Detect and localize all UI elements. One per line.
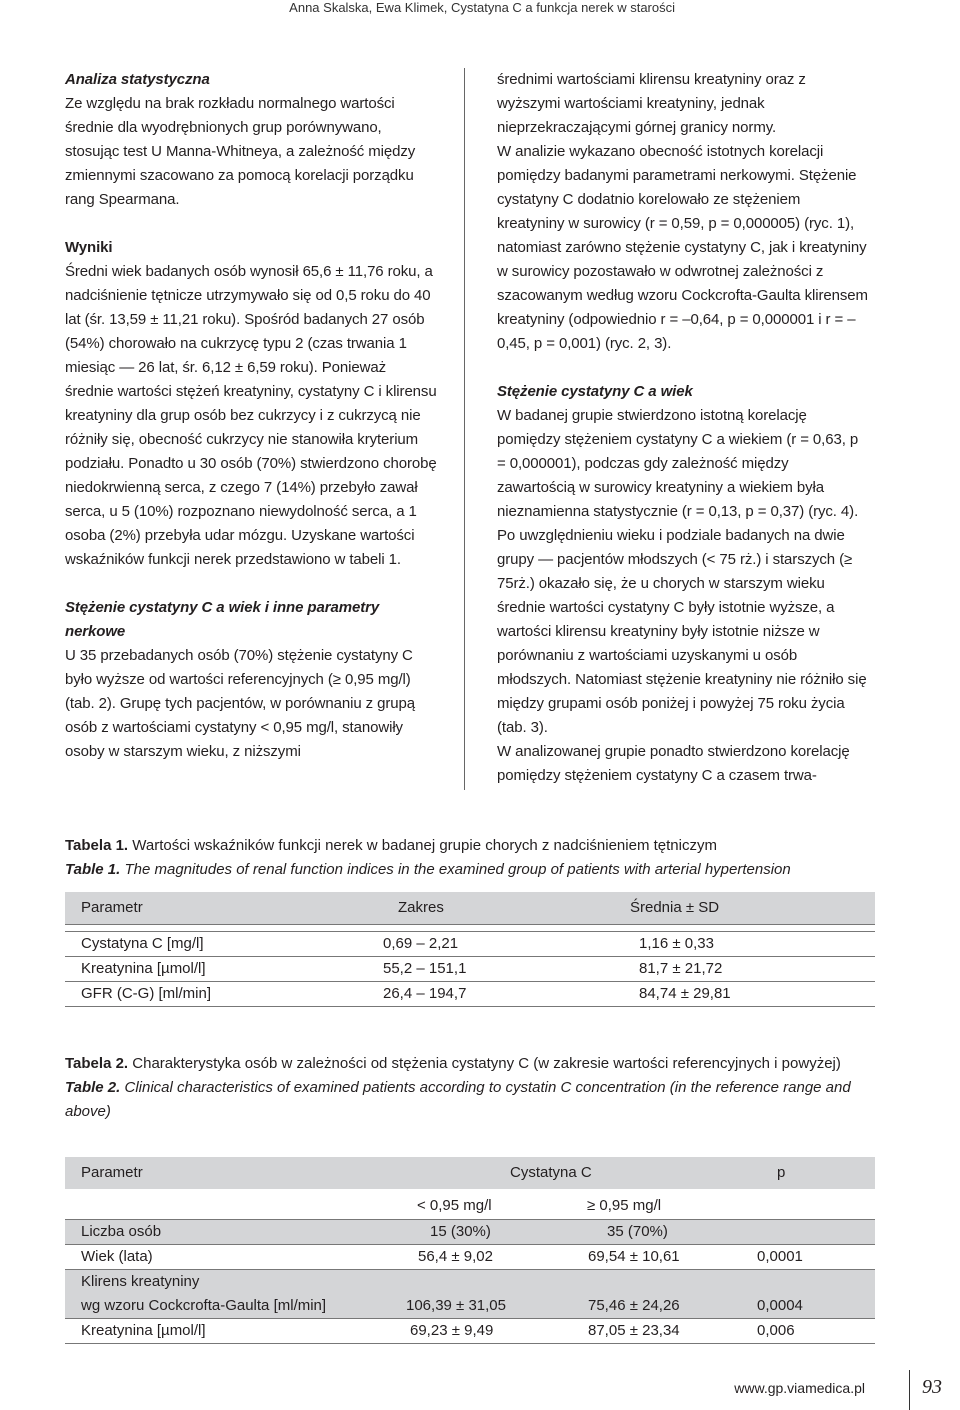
table2-subheader-cell: < 0,95 mg/l	[417, 1197, 492, 1214]
table-cell: 0,006	[757, 1322, 795, 1339]
table2-header-cell: Cystatyna C	[510, 1164, 592, 1181]
table2-label-pl: Tabela 2.	[65, 1055, 129, 1072]
table-row	[65, 1245, 875, 1270]
paragraph-duration: W analizowanej grupie ponadto stwierdzono korelację pomiędzy stężeniem cystatyny C a czasem trwa-	[497, 743, 850, 784]
paragraph-correlations: W analizie wykazano obecność istotnych korelacji pomiędzy badanymi parametrami nerkowymi. Stężenie cystatyny C dodatnio korelowało ze stężeniem kreatyniny w surowicy (r = 0,59, p = 0,000005) (ryc. 1), natomiast zarówno stężenie cystatyny C, jak i kreatyniny w surowicy pozostawało w odwrotnej zależności z szacowanym według wzoru Cockcrofta-Gaulta klirensem kreatyniny (odpowiednio r = –0,64, p = 0,000001 i r = –0,45, p = 0,001) (ryc. 2, 3).	[497, 143, 868, 352]
table-cell: 69,54 ± 10,61	[588, 1248, 680, 1265]
section-heading-cystatin-age-renal: Stężenie cystatyny C a wiek i inne parametry nerkowe	[65, 599, 380, 640]
table2-caption	[65, 1052, 875, 1124]
table1-header-cell: Średnia ± SD	[630, 899, 720, 916]
table1-caption-en: The magnitudes of renal function indices in the examined group of patients with arterial hypertension	[124, 861, 791, 878]
table2-subheader-cell: ≥ 0,95 mg/l	[587, 1197, 662, 1214]
paragraph-statistics: Ze względu na brak rozkładu normalnego wartości średnie dla wyodrębnionych grup porównywano, stosując test U Manna-Whitneya, a zależność między zmiennymi szacowano za pomocą korelacji porządku rang Spearmana.	[65, 95, 416, 208]
journal-url[interactable]: www.gp.viamedica.pl	[734, 1380, 865, 1396]
table2-header-cell: p	[777, 1164, 786, 1181]
table2-header	[65, 1157, 875, 1189]
table-cell: Kreatynina [µmol/l]	[81, 960, 206, 977]
table-row	[65, 1294, 875, 1319]
table-cell: 1,16 ± 0,33	[639, 935, 714, 952]
right-column	[497, 68, 870, 788]
table-cell: Cystatyna C [mg/l]	[81, 935, 204, 952]
table-cell: 69,23 ± 9,49	[410, 1322, 494, 1339]
table-row	[65, 1220, 875, 1245]
table-cell: 106,39 ± 31,05	[406, 1297, 506, 1314]
section-heading-results: Wyniki	[65, 239, 113, 256]
page-number: 93	[922, 1376, 942, 1398]
table-row	[65, 1270, 875, 1294]
table1-header-cell: Zakres	[398, 899, 444, 916]
table1-caption-pl: Wartości wskaźników funkcji nerek w badanej grupie chorych z nadciśnieniem tętniczym	[132, 837, 717, 854]
table-cell: Liczba osób	[81, 1223, 162, 1240]
paragraph-cystatin-age: W badanej grupie stwierdzono istotną korelację pomiędzy stężeniem cystatyny C a wiekiem (r = 0,63, p = 0,000001), podczas gdy zależność między zawartością w surowicy kreatyniny a wiekiem była nieznamienna statystycznie (r = 0,13, p = 0,37) (ryc. 4).	[497, 407, 859, 520]
table-cell: wg wzoru Cockcrofta-Gaulta [ml/min]	[81, 1297, 327, 1314]
paragraph-continued: średnimi wartościami klirensu kreatyniny oraz z wyższymi wartościami kreatyniny, jednak nieprzekraczającymi górnej granicy normy.	[497, 71, 806, 136]
table1-header-cell: Parametr	[81, 899, 143, 916]
table-cell: 26,4 – 194,7	[383, 985, 467, 1002]
column-divider	[464, 68, 465, 790]
table-cell: 87,05 ± 23,34	[588, 1322, 680, 1339]
page-footer	[0, 1370, 960, 1410]
left-column	[65, 68, 438, 764]
table-cell: 0,69 – 2,21	[383, 935, 459, 952]
table-cell: 0,0001	[757, 1248, 803, 1265]
paragraph-results: Średni wiek badanych osób wynosił 65,6 ± 11,76 roku, a nadciśnienie tętnicze utrzymywało się od 0,5 roku do 40 lat (śr. 13,59 ± 11,21 roku). Spośród badanych 27 osób (54%) chorowało na cukrzycę typu 2 (czas trwania 1 miesiąc — 26 lat, śr. 6,12 ± 6,59 roku). Ponieważ średnie wartości stężeń kreatyniny, cystatyny C i klirensu kreatyniny dla grup osób bez cukrzycy i z cukrzycą nie różniły się, obecność cukrzycy nie stanowiła kryterium podziału. Ponadto u 30 osób (70%) stwierdzono chorobę niedokrwienną serca, z czego 7 (14%) przebyło zawał serca, u 5 (10%) rozpoznano niewydolność serca, a 1 osoba (2%) przebyła udar mózgu. Uzyskane wartości wskaźników funkcji nerek przedstawiono w tabeli 1.	[65, 263, 437, 568]
section-heading-cystatin-age: Stężenie cystatyny C a wiek	[497, 383, 693, 400]
table-cell: 75,46 ± 24,26	[588, 1297, 680, 1314]
table-cell: 35 (70%)	[607, 1223, 668, 1240]
table-cell: 84,74 ± 29,81	[639, 985, 731, 1002]
table-row	[65, 957, 875, 982]
table-cell: Kreatynina [µmol/l]	[81, 1322, 206, 1339]
paragraph-cystatin-age-renal: U 35 przebadanych osób (70%) stężenie cystatyny C było wyższe od wartości referencyjnych (≥ 0,95 mg/l) (tab. 2). Grupę tych pacjentów, w porównaniu z grupą osób z wartościami cystatyny < 0,95 mg/l, stanowiły osoby w starszym wieku, z niższymi	[65, 647, 415, 760]
section-heading-statistics: Analiza statystyczna	[65, 71, 210, 88]
table-cell: Klirens kreatyniny	[81, 1273, 200, 1290]
table2-caption-en: Clinical characteristics of examined patients according to cystatin C concentration (in the reference range and above)	[65, 1079, 851, 1120]
table-cell: 81,7 ± 21,72	[639, 960, 723, 977]
running-head-text: Anna Skalska, Ewa Klimek, Cystatyna C a funkcja nerek w starości	[289, 0, 675, 15]
paragraph-age-groups: Po uwzględnieniu wieku i podziale badanych na dwie grupy — pacjentów młodszych (< 75 rż.) i starszych (≥ 75rż.) okazało się, że u chorych w starszym wieku średnie wartości cystatyny C były istotnie wyższe, a wartości klirensu kreatyniny były istotnie niższe w porównaniu z wartościami uzyskanymi u osób młodszych. Natomiast stężenie kreatyniny nie różniło się między grupami osób poniżej i powyżej 75 roku życia (tab. 3).	[497, 527, 867, 736]
table1-header	[65, 892, 875, 925]
table2-subheader	[65, 1189, 875, 1220]
table-cell: 0,0004	[757, 1297, 803, 1314]
table-row	[65, 932, 875, 957]
table1-label-en: Table 1.	[65, 861, 121, 878]
table-cell: Wiek (lata)	[81, 1248, 153, 1265]
running-head	[0, 0, 960, 20]
table1	[65, 892, 875, 1007]
table1-label-pl: Tabela 1.	[65, 837, 129, 854]
table2-label-en: Table 2.	[65, 1079, 121, 1096]
table-cell: 15 (30%)	[430, 1223, 491, 1240]
footer-divider	[909, 1370, 910, 1410]
table-row	[65, 982, 875, 1007]
table-cell: GFR (C-G) [ml/min]	[81, 985, 211, 1002]
table1-caption	[65, 834, 875, 882]
table-cell: 55,2 – 151,1	[383, 960, 467, 977]
table-cell: 56,4 ± 9,02	[418, 1248, 493, 1265]
table2	[65, 1157, 875, 1344]
table2-caption-pl: Charakterystyka osób w zależności od stężenia cystatyny C (w zakresie wartości referencyjnych i powyżej)	[132, 1055, 841, 1072]
table2-header-cell: Parametr	[81, 1164, 143, 1181]
table-row	[65, 1319, 875, 1344]
